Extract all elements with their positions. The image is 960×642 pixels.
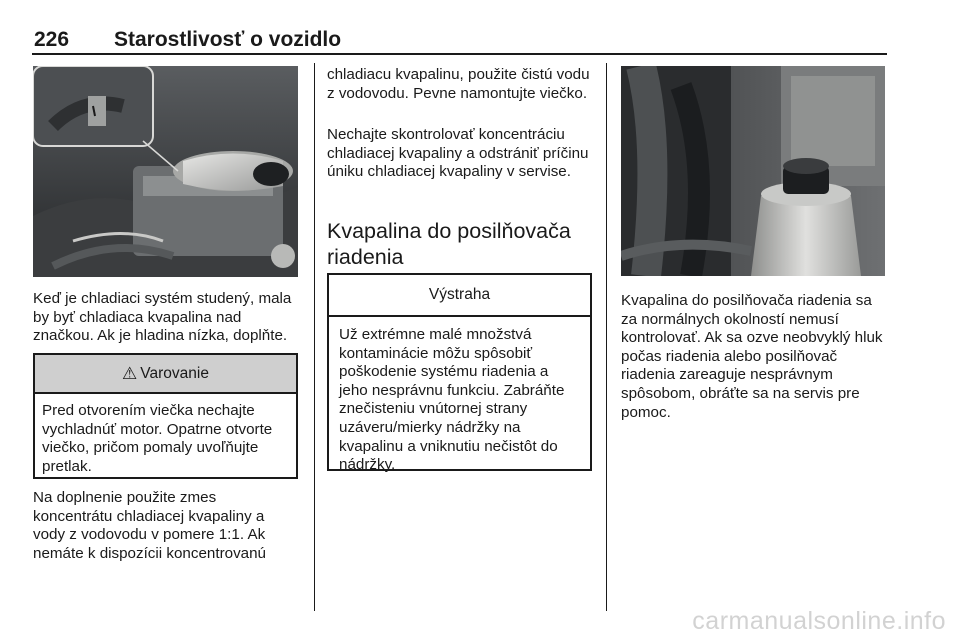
page-header bbox=[32, 22, 887, 52]
power-steering-reservoir-photo bbox=[621, 66, 885, 276]
coolant-mix-paragraph: Na doplnenie použite zmes koncentrátu chladiacej kvapaliny a vody z vodovodu v pomere 1:1. Ak nemáte k dispozícii koncentrovanú bbox=[33, 489, 267, 562]
header-rule bbox=[32, 53, 887, 55]
coolant-continued-paragraph: chladiacu kvapalinu, použite čistú vodu z vodovodu. Pevne namontujte viečko. bbox=[327, 66, 590, 102]
caution-text: Už extrémne malé množstvá kontaminácie môžu spôsobiť poškodenie systému riadenia a jeho nesprávnu funkciu. Zabráňte znečisteniu vnútornej strany uzáveru/mierky nádržky na kvapalinu a vniknutiu nečistôt do nádržky. bbox=[339, 326, 565, 474]
warning-triangle-icon: ⚠ bbox=[122, 363, 138, 383]
watermark: carmanualsonline.info bbox=[692, 607, 946, 635]
warning-box bbox=[33, 353, 298, 479]
column-divider-left bbox=[314, 63, 315, 611]
caution-header bbox=[329, 275, 590, 317]
power-steering-paragraph: Kvapalina do posilňovača riadenia sa za normálnych okolností nemusí kontrolovať. Ak sa ozve neobvyklý hluk počas riadenia alebo posilňovač riadenia zareaguje nesprávnym spôsobom, obráťte sa na servis pre pomoc. bbox=[621, 292, 883, 421]
page-title: Starostlivosť o vozidlo bbox=[114, 28, 342, 51]
coolant-service-paragraph: Nechajte skontrolovať koncentráciu chladiacej kvapaliny a odstrániť príčinu úniku chladiacej kvapaliny v servise. bbox=[327, 126, 589, 181]
caution-box bbox=[327, 273, 592, 474]
coolant-level-paragraph: Keď je chladiaci systém studený, mala by byť chladiaca kvapalina nad značkou. Ak je hladina nízka, doplňte. bbox=[33, 290, 292, 345]
caution-title: Výstraha bbox=[428, 286, 491, 303]
warning-header bbox=[35, 355, 296, 394]
warning-text: Pred otvorením viečka nechajte vychladnúť motor. Opatrne otvorte viečko, pričom pomaly uvoľňujte pretlak. bbox=[42, 402, 273, 475]
section-heading: Kvapalina do posilňovača riadenia bbox=[327, 219, 571, 269]
page-number: 226 bbox=[34, 28, 70, 51]
engine-coolant-reservoir-photo bbox=[33, 66, 298, 277]
warning-title: Varovanie bbox=[140, 364, 209, 382]
column-divider-right bbox=[606, 63, 607, 611]
